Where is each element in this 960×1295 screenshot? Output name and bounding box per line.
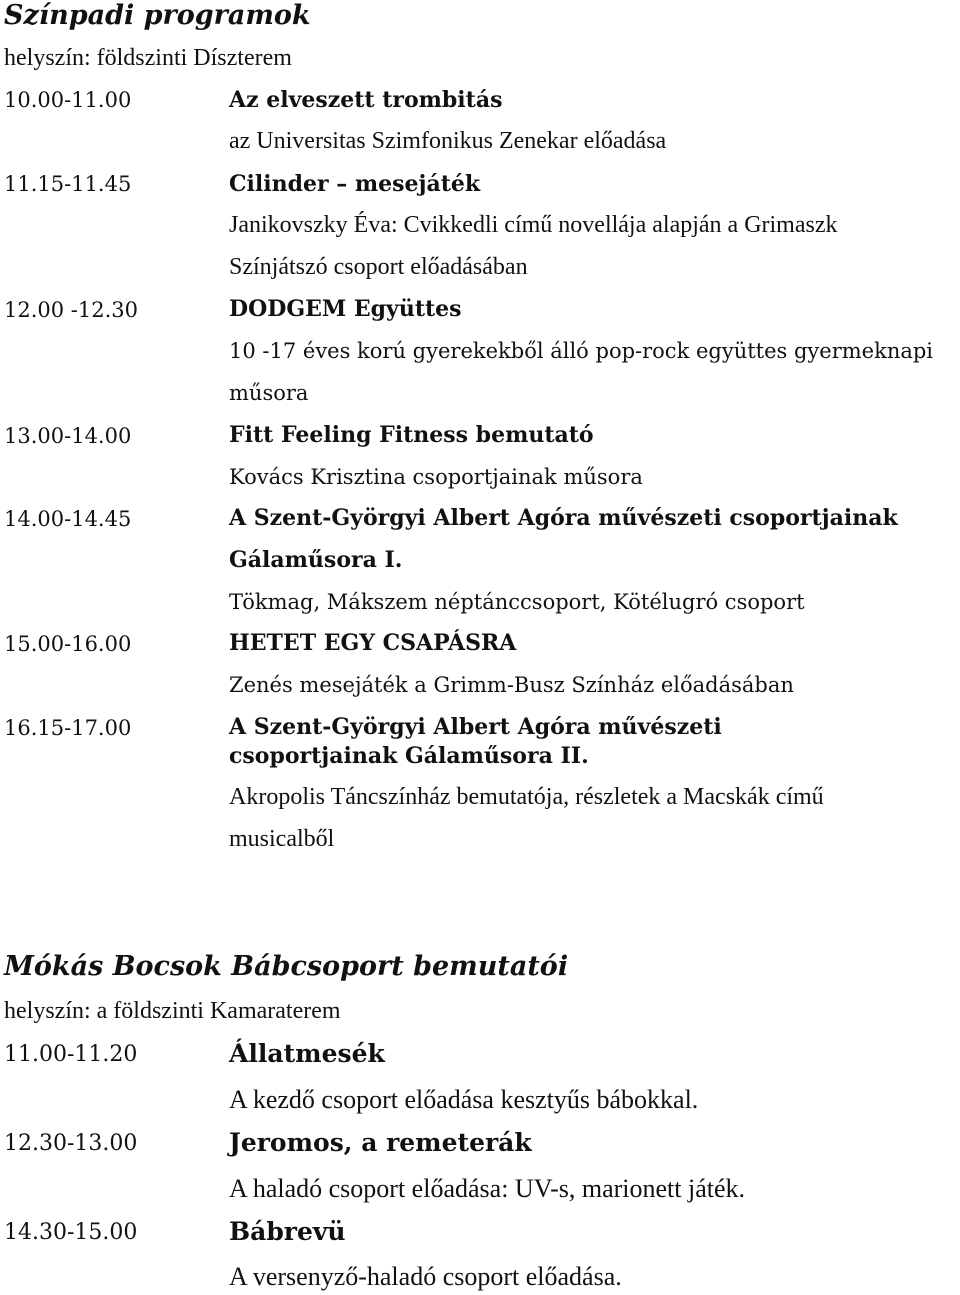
program-description: A kezdő csoport előadása kesztyűs bábokkal. (229, 1085, 699, 1114)
program-title: HETET EGY CSAPÁSRA (229, 630, 517, 656)
program-title: Állatmesék (229, 1039, 385, 1068)
program-time: 12.00 -12.30 (4, 298, 139, 322)
program-title: Cilinder – mesejáték (229, 171, 481, 197)
program-description: Kovács Krisztina csoportjainak műsora (229, 465, 643, 489)
program-description: Színjátszó csoport előadásában (229, 254, 528, 280)
program-description: musicalből (229, 826, 335, 852)
program-title: A Szent-Györgyi Albert Agóra művészeti (229, 714, 722, 740)
program-time: 16.15-17.00 (4, 716, 132, 740)
program-time: 14.30-15.00 (4, 1220, 138, 1245)
program-title: DODGEM Együttes (229, 296, 462, 322)
program-time: 13.00-14.00 (4, 424, 132, 448)
program-title: Az elveszett trombitás (229, 87, 503, 113)
program-time: 14.00-14.45 (4, 507, 132, 531)
program-description: az Universitas Szimfonikus Zenekar előadása (229, 128, 667, 154)
program-description: Janikovszky Éva: Cvikkedli című novellája alapján a Grimaszk (229, 212, 838, 238)
program-description: A versenyző-haladó csoport előadása. (229, 1262, 622, 1291)
program-description: 10 -17 éves korú gyerekekből álló pop-rock együttes gyermeknapi (229, 339, 934, 363)
section-location: helyszín: a földszinti Kamaraterem (4, 998, 341, 1024)
program-title-continued: Gálaműsora I. (229, 547, 403, 573)
program-description: Tökmag, Mákszem néptánccsoport, Kötélugró csoport (229, 590, 805, 614)
section-title-stage-programs: Színpadi programok (4, 0, 311, 31)
program-time: 15.00-16.00 (4, 632, 132, 656)
program-time: 11.15-11.45 (4, 172, 132, 196)
program-time: 11.00-11.20 (4, 1042, 138, 1067)
program-description: Akropolis Táncszínház bemutatója, részletek a Macskák című (229, 784, 824, 810)
program-title: Jeromos, a remeterák (229, 1128, 532, 1157)
section-title-puppet-shows: Mókás Bocsok Bábcsoport bemutatói (4, 951, 569, 982)
program-time: 12.30-13.00 (4, 1131, 138, 1156)
program-title: Bábrevü (229, 1217, 346, 1246)
program-title: A Szent-Györgyi Albert Agóra művészeti csoportjainak (229, 505, 898, 531)
program-description: műsora (229, 381, 309, 405)
program-description: Zenés mesejáték a Grimm-Busz Színház előadásában (229, 673, 794, 697)
program-description: A haladó csoport előadása: UV-s, marionett játék. (229, 1174, 746, 1203)
section-location: helyszín: földszinti Díszterem (4, 45, 292, 71)
program-time: 10.00-11.00 (4, 88, 132, 112)
program-title-continued: csoportjainak Gálaműsora II. (229, 743, 589, 769)
program-title: Fitt Feeling Fitness bemutató (229, 422, 594, 448)
